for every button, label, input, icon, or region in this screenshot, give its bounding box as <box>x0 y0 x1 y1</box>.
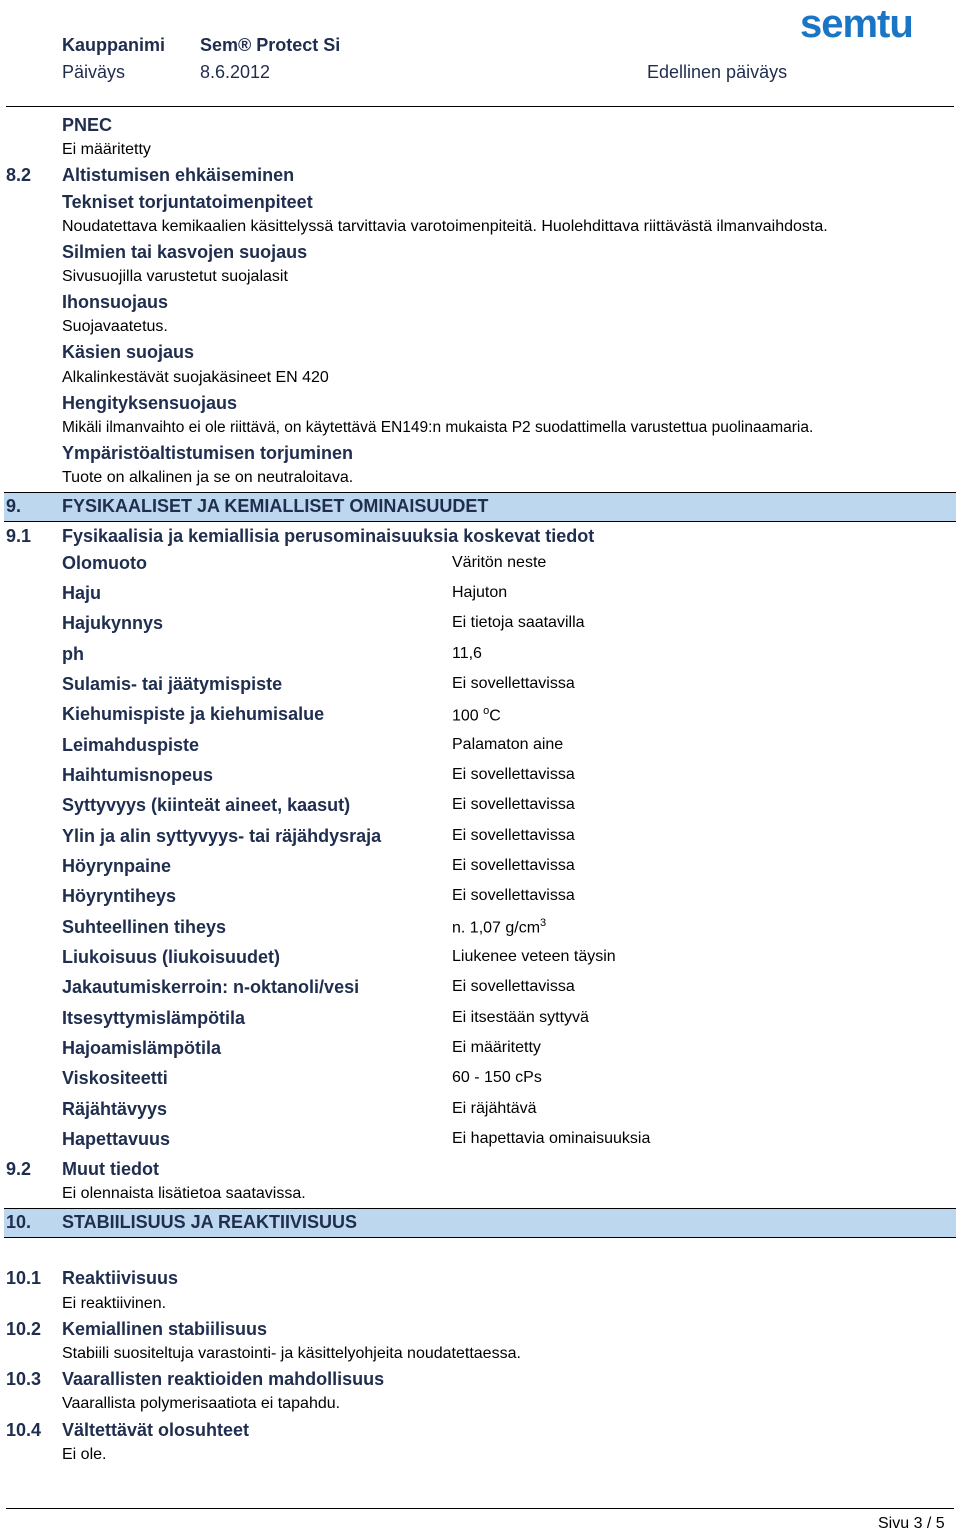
property-value: Ei sovellettavissa <box>452 675 575 692</box>
property-label: Olomuoto <box>62 553 147 573</box>
property-label: Syttyvyys (kiinteät aineet, kaasut) <box>62 795 351 815</box>
footer-rule <box>6 1508 954 1509</box>
property-label: Räjähtävyys <box>62 1099 168 1119</box>
section-9-title: FYSIKAALISET JA KEMIALLISET OMINAISUUDET <box>62 496 489 516</box>
value-sup: o <box>483 705 490 717</box>
property-label: Ylin ja alin syttyvyys- tai räjähdysraja <box>62 826 382 846</box>
property-value: Ei tietoja saatavilla <box>452 614 585 631</box>
property-value: Hajuton <box>452 584 508 601</box>
property-value: Ei määritetty <box>452 1039 541 1056</box>
property-label: Höyrynpaine <box>62 856 172 876</box>
property-label: Suhteellinen tiheys <box>62 917 227 937</box>
property-label: Haju <box>62 583 102 603</box>
subsection-text: Ei ole. <box>62 1446 107 1463</box>
section-10-title: STABIILISUUS JA REAKTIIVISUUS <box>62 1212 358 1232</box>
value-main: 100 <box>452 707 484 725</box>
section-9-1-title: Fysikaalisia ja kemiallisia perusominaisuuksia koskevat tiedot <box>62 526 595 546</box>
property-value: Ei sovellettavissa <box>452 978 575 995</box>
subsection-number: 10.2 <box>6 1319 42 1339</box>
property-value: Ei sovellettavissa <box>452 766 575 783</box>
property-label: Jakautumiskerroin: n-oktanoli/vesi <box>62 977 360 997</box>
item-title: Ympäristöaltistumisen torjuminen <box>62 443 354 463</box>
item-text: Mikäli ilmanvaihto ei ole riittävä, on käytettävä EN149:n mukaista P2 suodattimella varustettua puolinaamaria. <box>62 419 814 436</box>
subsection-number: 10.1 <box>6 1268 42 1288</box>
subsection-title: Vältettävät olosuhteet <box>62 1420 250 1440</box>
item-title: Silmien tai kasvojen suojaus <box>62 242 308 262</box>
property-value: 11,6 <box>452 645 482 662</box>
section-8-2-title: Altistumisen ehkäiseminen <box>62 165 295 185</box>
item-title: Käsien suojaus <box>62 342 195 362</box>
subsection-title: Reaktiivisuus <box>62 1268 179 1288</box>
subsection-title: Kemiallinen stabiilisuus <box>62 1319 268 1339</box>
prev-date-label: Edellinen päiväys <box>647 62 788 82</box>
property-label: Leimahduspiste <box>62 735 200 755</box>
property-label: Sulamis- tai jäätymispiste <box>62 674 283 694</box>
property-label: Viskositeetti <box>62 1068 168 1088</box>
property-label: Hapettavuus <box>62 1129 171 1149</box>
property-value: Ei sovellettavissa <box>452 827 575 844</box>
item-text: Noudatettava kemikaalien käsittelyssä tarvittavia varotoimenpiteitä. Huolehdittava riittävästä ilmanvaihdosta. <box>62 218 828 235</box>
property-value: Palamaton aine <box>452 736 564 753</box>
item-title: Ihonsuojaus <box>62 292 169 312</box>
property-value: Ei hapettavia ominaisuuksia <box>452 1130 651 1147</box>
property-label: Liukoisuus (liukoisuudet) <box>62 947 281 967</box>
value-main: n. 1,07 g/cm <box>452 919 541 937</box>
property-value <box>452 705 501 725</box>
section-10-bar <box>4 1208 956 1238</box>
property-label: Hajoamislämpötila <box>62 1038 222 1058</box>
date-value: 8.6.2012 <box>200 62 271 82</box>
subsection-text: Ei reaktiivinen. <box>62 1295 167 1312</box>
property-value: Ei sovellettavissa <box>452 857 575 874</box>
semtu-logo: semtu <box>800 2 913 46</box>
header-rule <box>6 106 954 107</box>
property-label: Hajukynnys <box>62 613 164 633</box>
property-value <box>452 917 546 937</box>
section-9-2-text: Ei olennaista lisätietoa saatavissa. <box>62 1185 306 1202</box>
property-value: Ei sovellettavissa <box>452 887 575 904</box>
property-value: Ei räjähtävä <box>452 1100 537 1117</box>
page-number: Sivu 3 / 5 <box>878 1515 945 1532</box>
property-value: Liukenee veteen täysin <box>452 948 616 965</box>
pnec-value: Ei määritetty <box>62 141 151 158</box>
item-title: Tekniset torjuntatoimenpiteet <box>62 192 313 212</box>
property-label: Kiehumispiste ja kiehumisalue <box>62 704 325 724</box>
subsection-number: 10.3 <box>6 1369 42 1389</box>
item-text: Tuote on alkalinen ja se on neutraloitava. <box>62 469 354 486</box>
date-label: Päiväys <box>62 62 126 82</box>
property-label: Haihtumisnopeus <box>62 765 214 785</box>
section-10-number: 10. <box>6 1212 32 1232</box>
property-label: ph <box>62 644 84 664</box>
property-label: Höyryntiheys <box>62 886 177 906</box>
item-title: Hengityksensuojaus <box>62 393 238 413</box>
section-9-1-number: 9.1 <box>6 526 32 546</box>
subsection-number: 10.4 <box>6 1420 42 1440</box>
value-sup: 3 <box>540 917 547 929</box>
pnec-title: PNEC <box>62 115 113 135</box>
property-value: Ei sovellettavissa <box>452 796 575 813</box>
section-9-2-number: 9.2 <box>6 1159 32 1179</box>
property-value: Ei itsestään syttyvä <box>452 1009 589 1026</box>
section-9-bar <box>4 492 956 522</box>
subsection-text: Vaarallista polymerisaatiota ei tapahdu. <box>62 1395 341 1412</box>
property-label: Itsesyttymislämpötila <box>62 1008 246 1028</box>
subsection-title: Vaarallisten reaktioiden mahdollisuus <box>62 1369 385 1389</box>
item-text: Sivusuojilla varustetut suojalasit <box>62 268 288 285</box>
value-suffix: C <box>489 707 501 725</box>
section-9-number: 9. <box>6 496 22 516</box>
product-label: Kauppanimi <box>62 35 166 55</box>
product-name: Sem® Protect Si <box>200 35 341 55</box>
item-text: Alkalinkestävät suojakäsineet EN 420 <box>62 369 329 386</box>
item-text: Suojavaatetus. <box>62 318 168 335</box>
section-9-2-title: Muut tiedot <box>62 1159 159 1179</box>
property-value: Väritön neste <box>452 554 547 571</box>
property-value: 60 - 150 cPs <box>452 1069 542 1086</box>
section-8-2-number: 8.2 <box>6 165 32 185</box>
subsection-text: Stabiili suositeltuja varastointi- ja käsittelyohjeita noudatettaessa. <box>62 1345 521 1362</box>
